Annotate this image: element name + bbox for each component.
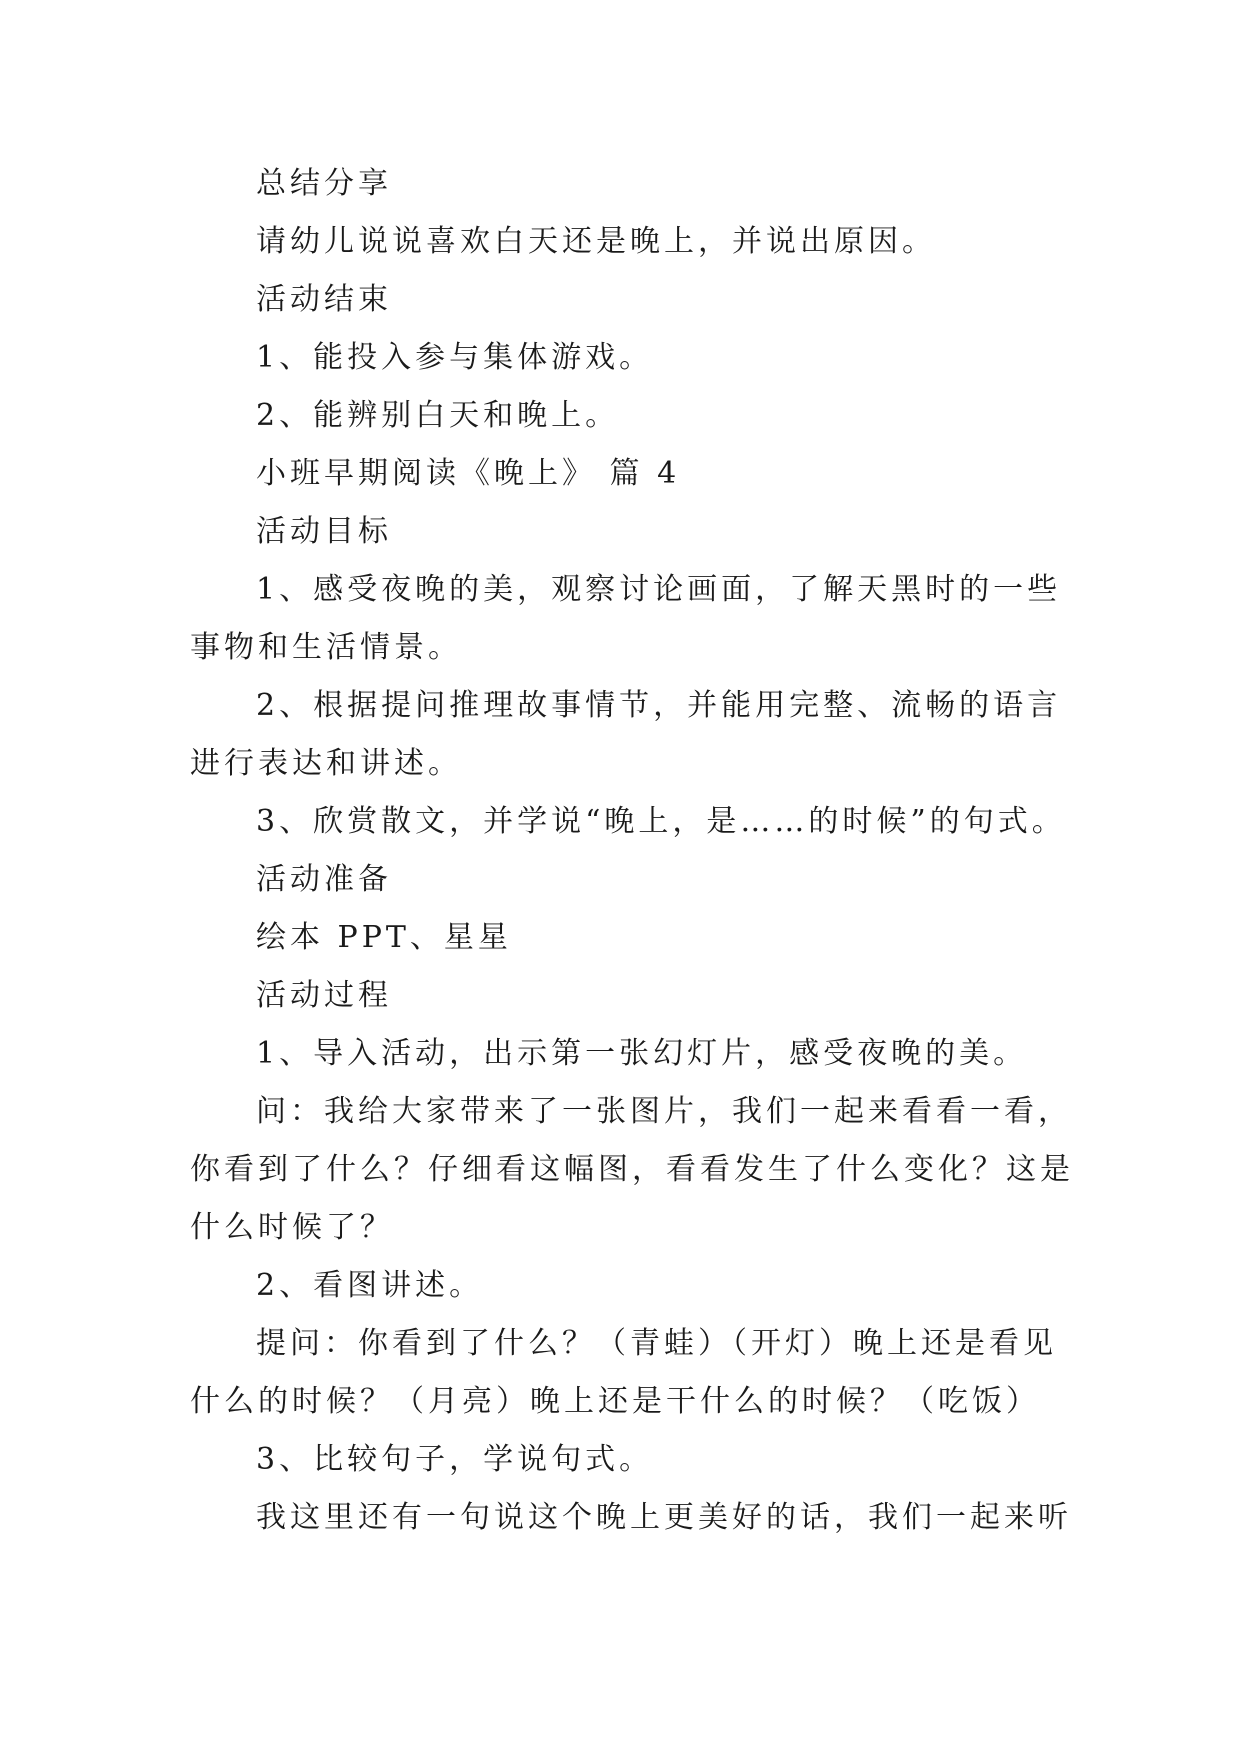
section-heading-process: 活动过程 [256,978,392,1013]
section-heading-preparation: 活动准备 [256,862,392,897]
paragraph-continuation: 你看到了什么？仔细看这幅图，看看发生了什么变化？这是 [190,1152,1074,1187]
list-item: 2、根据提问推理故事情节，并能用完整、流畅的语言 [256,688,1062,723]
paragraph: 请幼儿说说喜欢白天还是晚上，并说出原因。 [256,224,936,259]
list-item-continuation: 进行表达和讲述。 [190,746,462,781]
paragraph-continuation: 什么的时候？（月亮）晚上还是干什么的时候？（吃饭） [190,1384,1040,1419]
chapter-title: 小班早期阅读《晚上》 篇 4 [256,456,681,491]
list-item: 1、感受夜晚的美，观察讨论画面，了解天黑时的一些 [256,572,1062,607]
section-heading-end: 活动结束 [256,282,392,317]
paragraph: 提问：你看到了什么？（青蛙）（开灯）晚上还是看见 [256,1326,1057,1361]
paragraph-continuation: 什么时候了？ [190,1210,394,1245]
section-heading-goals: 活动目标 [256,514,392,549]
section-heading-summary: 总结分享 [256,166,392,201]
list-item: 1、导入活动，出示第一张幻灯片，感受夜晚的美。 [256,1036,1028,1071]
paragraph: 问：我给大家带来了一张图片，我们一起来看看一看， [256,1094,1072,1129]
list-item: 2、看图讲述。 [256,1268,484,1303]
list-item: 1、能投入参与集体游戏。 [256,340,654,375]
list-item: 3、欣赏散文，并学说“晚上，是……的时候”的句式。 [256,804,1066,839]
list-item: 2、能辨别白天和晚上。 [256,398,620,433]
list-item-continuation: 事物和生活情景。 [190,630,462,665]
paragraph: 我这里还有一句说这个晚上更美好的话，我们一起来听 [256,1500,1072,1535]
paragraph: 绘本 PPT、星星 [256,920,512,955]
list-item: 3、比较句子，学说句式。 [256,1442,654,1477]
